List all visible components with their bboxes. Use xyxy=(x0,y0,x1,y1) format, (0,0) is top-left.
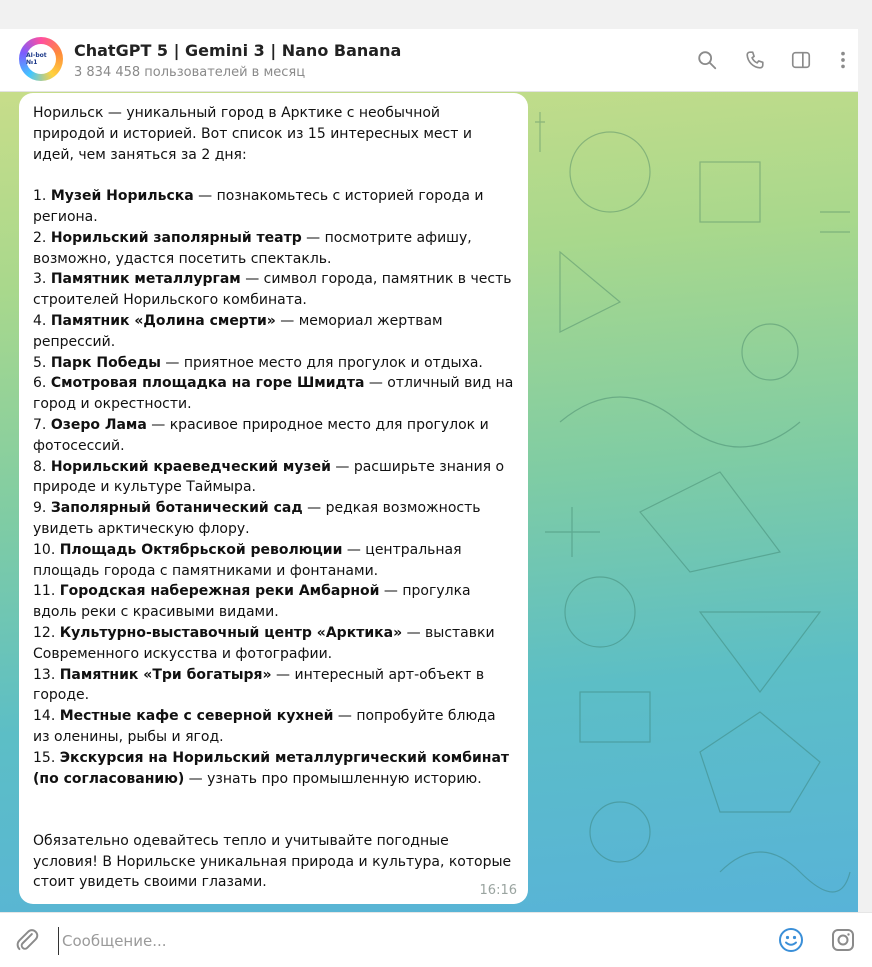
list-item-title: Норильский краеведческий музей xyxy=(50,458,331,475)
list-item-title: Памятник «Три богатыря» xyxy=(59,666,272,683)
list-item xyxy=(33,540,516,582)
list-item xyxy=(33,706,516,748)
list-item xyxy=(33,311,516,353)
list-item-description: — центральная площадь города с памятниками и фонтанами. xyxy=(33,541,462,579)
list-item-description: — посмотрите афишу, возможно, удастся посетить спектакль. xyxy=(33,229,472,267)
list-item-number: 1. xyxy=(33,188,51,205)
list-item-number: 14. xyxy=(33,708,60,725)
list-item-title: Памятник металлургам xyxy=(50,271,241,288)
list-item-title: Экскурсия на Норильский металлургический комбинат (по согласованию) xyxy=(33,749,510,787)
list-item-title: Заполярный ботанический сад xyxy=(50,500,303,517)
list-item-title: Городская набережная реки Амбарной xyxy=(59,583,380,600)
list-item-number: 2. xyxy=(33,229,51,246)
list-item-description: — интересный арт-объект в городе. xyxy=(33,666,485,704)
message-intro: Норильск — уникальный город в Арктике с необычной природой и историей. Вот список из 15 интересных мест и идей, чем заняться за 2 дня: xyxy=(33,105,472,163)
list-item-number: 15. xyxy=(33,749,60,766)
list-item-description: — узнать про промышленную историю. xyxy=(184,770,482,787)
list-item-number: 10. xyxy=(33,541,60,558)
list-item-title: Площадь Октябрьской революции xyxy=(59,541,343,558)
list-item-title: Местные кафе с северной кухней xyxy=(59,708,334,725)
list-item xyxy=(33,748,516,790)
list-item xyxy=(33,269,516,311)
chat-header xyxy=(0,29,858,92)
list-item-number: 8. xyxy=(33,458,51,475)
list-item-title: Парк Победы xyxy=(50,354,161,371)
list-item xyxy=(33,581,516,623)
list-item xyxy=(33,186,516,228)
list-item-description: — отличный вид на город и окрестности. xyxy=(33,375,514,413)
message-input[interactable] xyxy=(58,927,764,955)
camera-icon[interactable] xyxy=(829,926,857,954)
list-item-description: — символ города, памятник в честь строителей Норильского комбината. xyxy=(33,271,512,309)
list-item-description: — красивое природное место для прогулок и фотосессий. xyxy=(33,416,489,454)
search-icon[interactable] xyxy=(696,49,718,71)
sidebar-toggle-icon[interactable] xyxy=(790,49,812,71)
list-item-number: 4. xyxy=(33,312,51,329)
message-text xyxy=(33,103,516,893)
avatar[interactable] xyxy=(19,37,63,81)
list-item-description: — расширьте знания о природе и культуре Таймыра. xyxy=(33,458,505,496)
list-item-description: — мемориал жертвам репрессий. xyxy=(33,312,443,350)
list-item-description: — попробуйте блюда из оленины, рыбы и ягод. xyxy=(33,708,496,745)
list-item-title: Озеро Лама xyxy=(50,416,147,433)
list-item xyxy=(33,498,516,540)
list-item-title: Норильский заполярный театр xyxy=(50,229,302,246)
places-list xyxy=(33,186,516,789)
list-item xyxy=(33,228,516,270)
message-outro: Обязательно одевайтесь тепло и учитывайте погодные условия! В Норильске уникальная природа и культура, которые стоит увидеть своими глазами. xyxy=(33,832,512,891)
scrollbar[interactable] xyxy=(858,92,872,912)
window-top-strip xyxy=(0,0,872,29)
message-time: 16:16 xyxy=(479,883,517,898)
message-composer xyxy=(0,912,872,967)
list-item-number: 3. xyxy=(33,271,51,288)
chat-subtitle: 3 834 458 пользователей в месяц xyxy=(74,65,306,80)
list-item-title: Памятник «Долина смерти» xyxy=(50,312,276,329)
list-item-description: — познакомьтесь с историей города и региона. xyxy=(33,188,484,225)
chat-area[interactable] xyxy=(0,92,858,912)
list-item-number: 6. xyxy=(33,375,51,392)
list-item-title: Музей Норильска xyxy=(50,188,194,205)
list-item-description: — редкая возможность увидеть арктическую флору. xyxy=(33,500,481,537)
list-item-number: 11. xyxy=(33,583,60,600)
chat-title[interactable]: ChatGPT 5 | Gemini 3 | Nano Banana xyxy=(74,41,402,60)
list-item xyxy=(33,623,516,665)
list-item xyxy=(33,457,516,499)
list-item-number: 13. xyxy=(33,666,60,683)
list-item-number: 12. xyxy=(33,624,60,641)
avatar-logo-text: AI-bot №1 xyxy=(26,44,56,74)
message-bubble xyxy=(19,93,528,904)
list-item-title: Культурно-выставочный центр «Арктика» xyxy=(59,624,403,641)
phone-icon[interactable] xyxy=(744,49,766,71)
attach-icon[interactable] xyxy=(14,927,40,953)
list-item-number: 5. xyxy=(33,354,51,371)
more-icon[interactable] xyxy=(832,49,854,71)
list-item xyxy=(33,373,516,415)
list-item-number: 9. xyxy=(33,500,51,517)
list-item-title: Смотровая площадка на горе Шмидта xyxy=(50,375,365,392)
list-item xyxy=(33,665,516,707)
list-item-number: 7. xyxy=(33,416,51,433)
list-item xyxy=(33,353,516,374)
list-item-description: — выставки Современного искусства и фотографии. xyxy=(33,624,495,662)
emoji-icon[interactable] xyxy=(777,926,805,954)
list-item xyxy=(33,415,516,457)
list-item-description: — приятное место для прогулок и отдыха. xyxy=(160,354,483,371)
list-item-description: — прогулка вдоль реки с красивыми видами. xyxy=(33,583,471,621)
